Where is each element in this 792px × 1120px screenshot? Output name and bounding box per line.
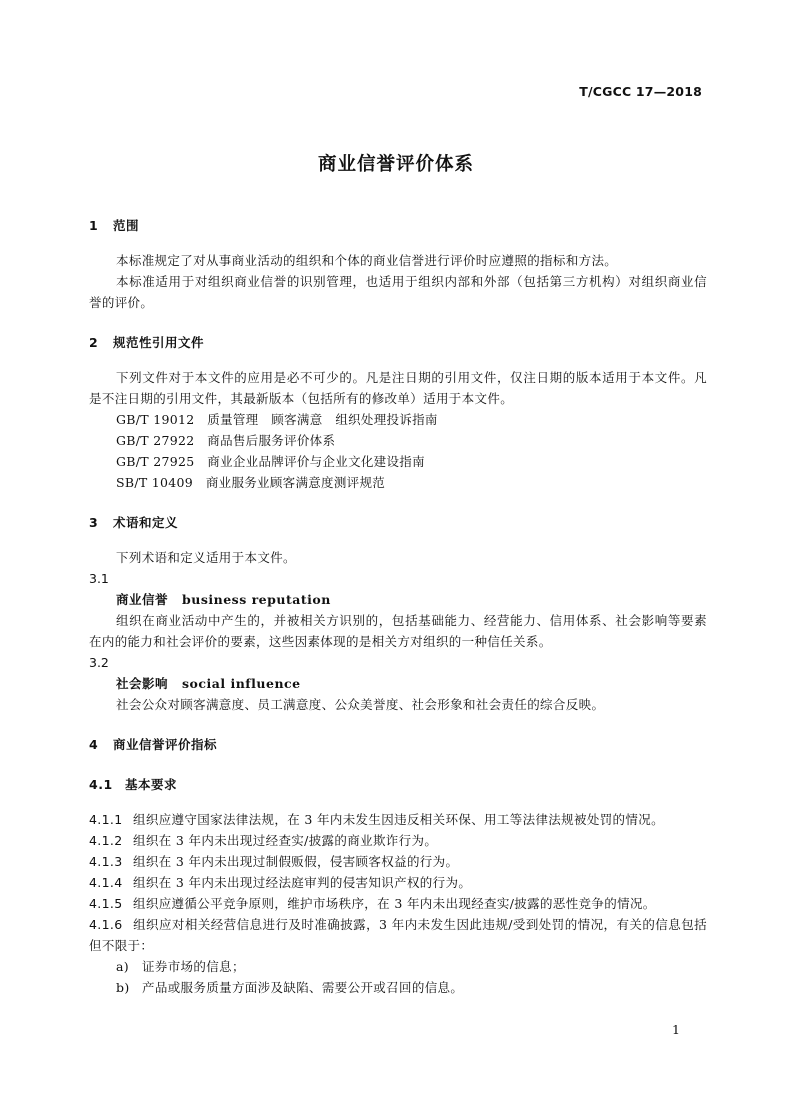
clause-text: 组织在 3 年内未出现过经查实/披露的商业欺诈行为。 (133, 833, 438, 848)
reference-item: GB/T 27925 商业企业品牌评价与企业文化建设指南 (116, 454, 425, 469)
paragraph: 下列文件对于本文件的应用是必不可少的。凡是注日期的引用文件，仅注日期的版本适用于本文件。凡是不注日期的引用文件，其最新版本（包括所有的修改单）适用于本文件。 (89, 370, 707, 406)
clause-number: 4.1.2 (89, 833, 123, 848)
standard-code: T/CGCC 17—2018 (579, 84, 702, 99)
document-title: 商业信誉评价体系 (317, 154, 474, 175)
list-marker: a) (116, 959, 130, 974)
term-name (89, 589, 707, 610)
section-heading-indicators (89, 735, 707, 755)
clause (89, 830, 707, 851)
clause-number: 4.1.3 (89, 854, 123, 869)
section-title: 术语和定义 (113, 515, 179, 530)
term-name-en: business reputation (182, 592, 331, 607)
reference-item: GB/T 27922 商品售后服务评价体系 (116, 433, 336, 448)
term-number: 3.1 (89, 571, 109, 586)
list-text: 证券市场的信息； (142, 959, 245, 974)
section-heading-terms (89, 513, 707, 533)
section-number: 2 (89, 335, 99, 350)
clause-text: 组织应遵循公平竞争原则，维护市场秩序，在 3 年内未出现经查实/披露的恶性竞争的情况。 (133, 896, 656, 911)
term-name-zh: 社会影响 (116, 676, 169, 691)
term-definition: 社会公众对顾客满意度、员工满意度、公众美誉度、社会形象和社会责任的综合反映。 (116, 697, 605, 712)
clause-text: 组织在 3 年内未出现过制假贩假，侵害顾客权益的行为。 (133, 854, 459, 869)
paragraph: 本标准适用于对组织商业信誉的识别管理，也适用于组织内部和外部（包括第三方机构）对组织商业信誉的评价。 (89, 274, 707, 310)
clause-text: 组织在 3 年内未出现过经法庭审判的侵害知识产权的行为。 (133, 875, 472, 890)
section-title: 商业信誉评价指标 (113, 737, 218, 752)
list-text: 产品或服务质量方面涉及缺陷、需要公开或召回的信息。 (142, 980, 464, 995)
subsection-title: 基本要求 (125, 777, 178, 792)
document-body (89, 216, 707, 998)
paragraph: 本标准规定了对从事商业活动的组织和个体的商业信誉进行评价时应遵照的指标和方法。 (116, 253, 618, 268)
section-title: 范围 (113, 218, 140, 233)
section-heading-normative-references (89, 333, 707, 353)
clause-number: 4.1.6 (89, 917, 123, 932)
term-name-zh: 商业信誉 (116, 592, 169, 607)
clause-number: 4.1.4 (89, 875, 123, 890)
section-number: 3 (89, 515, 99, 530)
list-marker: b) (116, 980, 130, 995)
clause (89, 893, 707, 914)
clause-number: 4.1.5 (89, 896, 123, 911)
paragraph: 下列术语和定义适用于本文件。 (116, 550, 296, 565)
section-heading-scope (89, 216, 707, 236)
section-number: 4 (89, 737, 99, 752)
section-number: 1 (89, 218, 99, 233)
list-item (89, 977, 707, 998)
clause-number: 4.1.1 (89, 812, 123, 827)
page-number: 1 (672, 1022, 680, 1037)
clause (89, 914, 707, 956)
clause (89, 851, 707, 872)
clause-text: 组织应遵守国家法律法规，在 3 年内未发生因违反相关环保、用工等法律法规被处罚的情况。 (133, 812, 664, 827)
reference-item: GB/T 19012 质量管理 顾客满意 组织处理投诉指南 (116, 412, 438, 427)
term-name (89, 673, 707, 694)
clause-text: 组织应对相关经营信息进行及时准确披露，3 年内未发生因此违规/受到处罚的情况，有关的信息包括但不限于： (89, 917, 707, 953)
section-title: 规范性引用文件 (113, 335, 205, 350)
term-number: 3.2 (89, 655, 109, 670)
clause (89, 872, 707, 893)
term-definition: 组织在商业活动中产生的，并被相关方识别的，包括基础能力、经营能力、信用体系、社会影响等要素在内的能力和社会评价的要素，这些因素体现的是相关方对组织的一种信任关系。 (89, 613, 707, 649)
term-name-en: social influence (182, 676, 301, 691)
subsection-heading-basic-requirements (89, 775, 707, 795)
reference-item: SB/T 10409 商业服务业顾客满意度测评规范 (116, 475, 386, 490)
subsection-number: 4.1 (89, 777, 113, 792)
clause (89, 809, 707, 830)
list-item (89, 956, 707, 977)
